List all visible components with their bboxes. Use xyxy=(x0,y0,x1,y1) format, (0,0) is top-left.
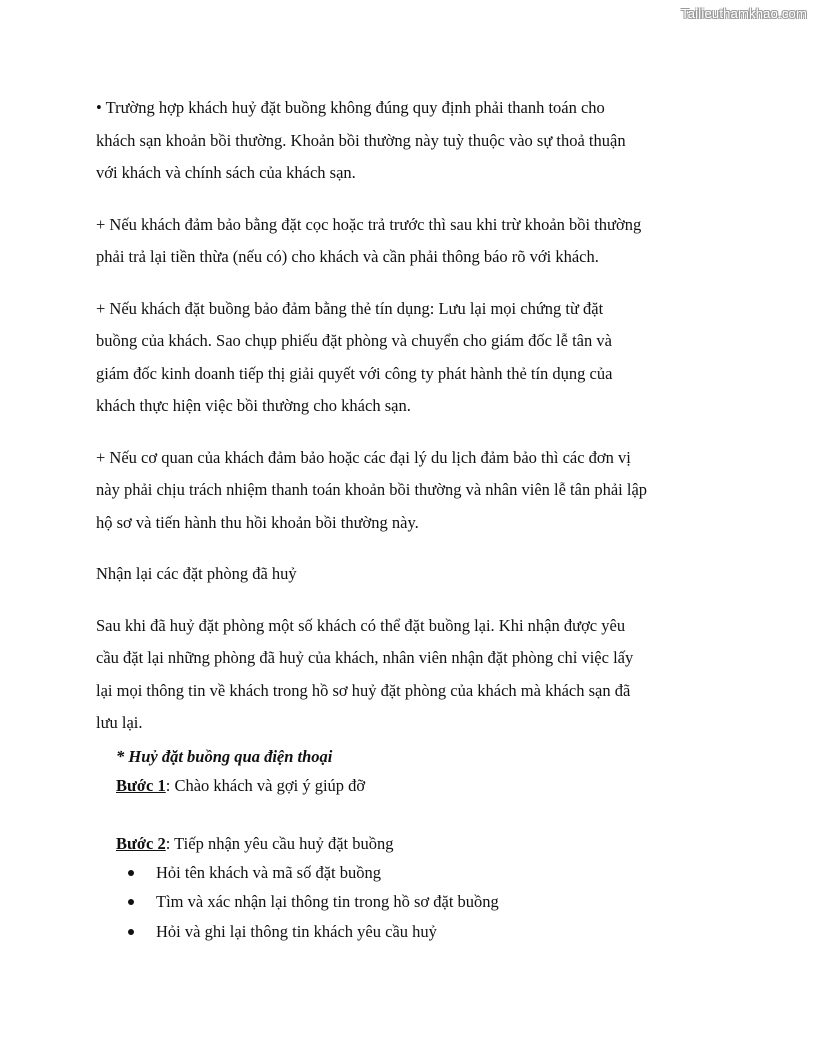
paragraph-agency-case xyxy=(96,442,726,540)
step-text: : Tiếp nhận yêu cầu huỷ đặt buồng xyxy=(165,833,394,853)
text-line: lưu lại. xyxy=(96,713,143,732)
text-line: buồng của khách. Sao chụp phiếu đặt phòng và chuyển cho giám đốc lễ tân và xyxy=(96,331,612,350)
text-line: khách thực hiện việc bồi thường cho khách sạn. xyxy=(96,396,411,415)
text-line: cầu đặt lại những phòng đã huỷ của khách, nhân viên nhận đặt phòng chỉ việc lấy xyxy=(96,648,634,667)
paragraph-credit-card-case xyxy=(96,293,726,423)
bullet-icon xyxy=(128,899,134,905)
text-line: + Nếu cơ quan của khách đảm bảo hoặc các đại lý du lịch đảm bảo thì các đơn vị xyxy=(96,447,631,467)
document-page xyxy=(96,92,726,946)
section-heading: * Huỷ đặt buồng qua điện thoại xyxy=(116,746,333,766)
paragraph-rebooking xyxy=(96,610,726,740)
step-label: Bước 2 xyxy=(116,833,166,853)
text-line: hộ sơ và tiến hành thu hồi khoản bồi thường này. xyxy=(96,512,419,532)
text-line: Nhận lại các đặt phòng đã huỷ xyxy=(96,564,297,583)
phone-cancellation-section xyxy=(96,742,726,947)
list-item xyxy=(116,917,726,947)
text-line: • Trường hợp khách huỷ đặt buồng không đúng quy định phải thanh toán cho xyxy=(96,98,605,117)
paragraph-compensation-rule xyxy=(96,92,726,190)
step-1 xyxy=(116,771,726,800)
text-line: Sau khi đã huỷ đặt phòng một số khách có thể đặt buồng lại. Khi nhận được yêu xyxy=(96,615,626,635)
list-item-text: Tìm và xác nhận lại thông tin trong hồ sơ đặt buồng xyxy=(156,892,499,911)
step-2 xyxy=(116,829,726,858)
list-item xyxy=(116,858,726,888)
list-item xyxy=(116,887,726,917)
text-line: phải trả lại tiền thừa (nếu có) cho khách và cần phải thông báo rõ với khách. xyxy=(96,247,599,266)
list-item-text: Hỏi và ghi lại thông tin khách yêu cầu huỷ xyxy=(156,921,437,941)
text-line: + Nếu khách đảm bảo bằng đặt cọc hoặc trả trước thì sau khi trừ khoản bồi thường xyxy=(96,214,642,234)
text-line: với khách và chính sách của khách sạn. xyxy=(96,163,356,182)
step-2-bullets xyxy=(116,858,726,947)
step-label: Bước 1 xyxy=(116,775,166,795)
text-line: khách sạn khoản bồi thường. Khoản bồi thường này tuỳ thuộc vào sự thoả thuận xyxy=(96,130,626,150)
paragraph-deposit-case xyxy=(96,209,726,274)
text-line: lại mọi thông tin về khách trong hồ sơ huỷ đặt phòng của khách mà khách sạn đã xyxy=(96,680,631,700)
bullet-icon xyxy=(128,870,134,876)
section-title-rebooking xyxy=(96,558,726,591)
text-line: + Nếu khách đặt buồng bảo đảm bằng thẻ tín dụng: Lưu lại mọi chứng từ đặt xyxy=(96,298,604,318)
bullet-icon xyxy=(128,929,134,935)
text-line: giám đốc kinh doanh tiếp thị giải quyết với công ty phát hành thẻ tín dụng của xyxy=(96,363,613,383)
list-item-text: Hỏi tên khách và mã số đặt buồng xyxy=(156,862,381,882)
watermark: Tailieuthamkhao.com xyxy=(681,6,807,21)
text-line: này phải chịu trách nhiệm thanh toán khoản bồi thường và nhân viên lễ tân phải lập xyxy=(96,480,648,499)
step-text: : Chào khách và gợi ý giúp đỡ xyxy=(165,775,366,795)
